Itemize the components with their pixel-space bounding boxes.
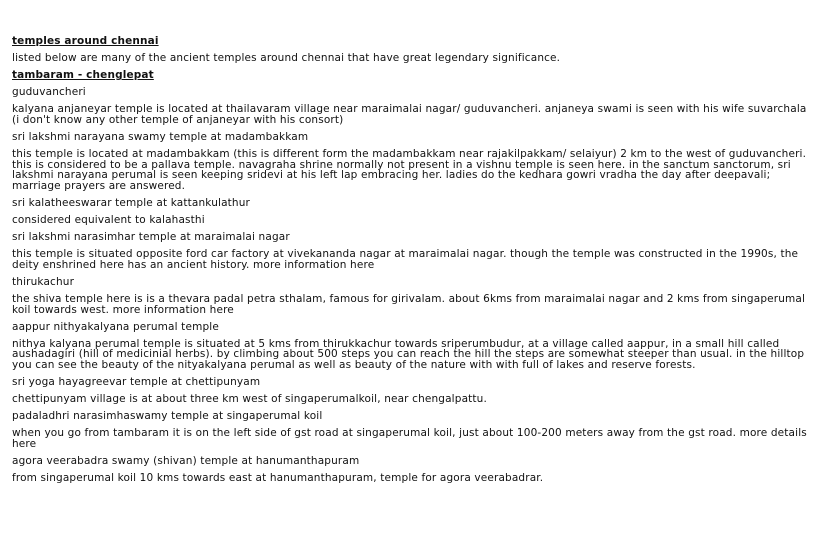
temple-description: kalyana anjaneyar temple is located at thailavaram village near maraimalai nagar/ guduvancheri. anjaneya swami is seen with his wife suvarchala (i don't know any other temple of anjaneyar with his consort) xyxy=(12,103,807,126)
temple-description: the shiva temple here is is a thevara padal petra sthalam, famous for girivalam. about 6kms from maraimalai nagar and 2 kms from singaperumal koil towards west. more information here xyxy=(12,293,806,316)
intro-paragraph: listed below are many of the ancient temples around chennai that have great legendary significance. xyxy=(12,52,561,65)
temple-name: agora veerabadra swamy (shivan) temple at hanumanthapuram xyxy=(12,455,360,468)
temple-description: chettipunyam village is at about three km west of singaperumalkoil, near chengalpattu. xyxy=(12,393,487,406)
section-heading: tambaram - chenglepat xyxy=(12,69,154,82)
temple-name: aappur nithyakalyana perumal temple xyxy=(12,320,219,333)
temple-description: from singaperumal koil 10 kms towards east at hanumanthapuram, temple for agora veerabadrar. xyxy=(12,472,544,485)
temple-description: this temple is located at madambakkam (this is different form the madambakkam near rajakilpakkam/ selaiyur) 2 km to the west of guduvancheri. this is considered to be a pallava temple. navagraha shrine normally not present in a vishnu temple is seen here. in the sanctum sanctorum, sri lakshmi narayana perumal is seen keeping sridevi at his left lap embracing her. ladies do the kedhara gowri vradha the day after deepavali; marriage prayers are answered. xyxy=(12,148,807,192)
page-title: temples around chennai xyxy=(12,35,159,47)
temple-description: considered equivalent to kalahasthi xyxy=(12,214,205,227)
document-body xyxy=(12,36,810,490)
temple-name: sri yoga hayagreevar temple at chettipunyam xyxy=(12,376,261,389)
temple-description: nithya kalyana perumal temple is situated at 5 kms from thirukkachur towards sriperumbudur, at a village called aappur, in a small hill called aushadagiri (hill of medicinial herbs). by climbing about 500 steps you can reach the hill the steps are somewhat steeper than usual. in the hilltop you can see the beauty of the nityakalyana perumal as well as beauty of the nature with with full of lakes and reserve forests. xyxy=(12,337,805,372)
temple-name: padaladhri narasimhaswamy temple at singaperumal koil xyxy=(12,410,323,423)
temple-description: when you go from tambaram it is on the left side of gst road at singaperumal koil, just about 100-200 meters away from the gst road. more details here xyxy=(12,427,807,451)
place-heading: guduvancheri xyxy=(12,86,86,99)
temple-name: sri lakshmi narayana swamy temple at madambakkam xyxy=(12,131,309,144)
place-heading: thirukachur xyxy=(12,276,75,288)
temple-description: this temple is situated opposite ford car factory at vivekananda nagar at maraimalai nagar. though the temple was constructed in the 1990s, the deity enshrined here has an ancient history. more information here xyxy=(12,248,799,271)
temple-name: sri kalatheeswarar temple at kattankulathur xyxy=(12,197,250,210)
temple-name: sri lakshmi narasimhar temple at maraimalai nagar xyxy=(12,231,290,244)
